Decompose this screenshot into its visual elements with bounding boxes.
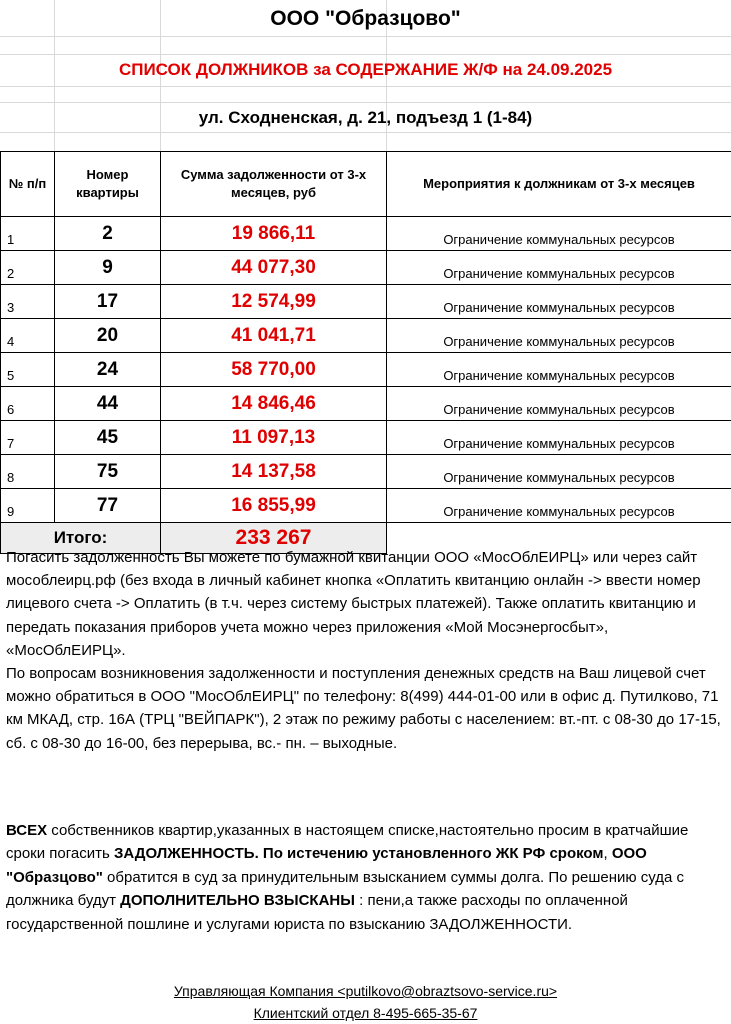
grid-line	[0, 36, 731, 37]
row-number: 7	[1, 421, 55, 455]
apartment-number: 45	[55, 421, 161, 455]
row-number: 3	[1, 285, 55, 319]
debt-measure: Ограничение коммунальных ресурсов	[387, 421, 731, 455]
warning-text: : пени,а также расходы по оплаченной государственной пошлине и услугами юриста по взысканию ЗАДОЛЖЕННОСТИ.	[6, 892, 628, 933]
column-header-number: № п/п	[1, 152, 55, 217]
total-value: 233 267	[161, 523, 387, 554]
management-company-contact: Управляющая Компания <putilkovo@obraztsovo-service.ru>	[173, 983, 558, 999]
debt-amount: 44 077,30	[161, 251, 387, 285]
debt-amount: 11 097,13	[161, 421, 387, 455]
table-row	[1, 489, 731, 523]
warning-emphasis: ООО "Образцово"	[6, 845, 647, 886]
building-address: ул. Сходненская, д. 21, подъезд 1 (1-84)	[198, 108, 533, 127]
debt-amount: 12 574,99	[161, 285, 387, 319]
debt-measure: Ограничение коммунальных ресурсов	[387, 217, 731, 251]
apartment-number: 24	[55, 353, 161, 387]
column-header-debt-sum: Сумма задолженности от 3-х месяцев, руб	[161, 152, 387, 217]
apartment-number: 17	[55, 285, 161, 319]
table-header-row	[1, 152, 731, 217]
warning-text: ,	[603, 845, 612, 863]
total-label: Итого:	[1, 523, 161, 554]
warning-emphasis: ЗАДОЛЖЕННОСТЬ.	[113, 845, 259, 863]
contact-info-paragraph: По вопросам возникновения задолженности и поступления денежных средств на Ваш лицевой счет можно обратиться в ООО "МосОблЕИРЦ" по телефону: 8(499) 444-01-00 или в офис д. Путилково, 71 км МКАД, стр. 16А (ТРЦ "ВЕЙПАРК"), 2 этаж по режиму работы с населением: вт.-пт. с 08-30 до 17-15, сб. с 08-30 до 16-00, без перерыва, вс.- пн. – выходные.	[6, 665, 721, 752]
company-title: ООО "Образцово"	[270, 7, 461, 30]
debtors-table	[0, 151, 731, 554]
debt-amount: 14 137,58	[161, 455, 387, 489]
debtors-list-title: СПИСОК ДОЛЖНИКОВ за СОДЕРЖАНИЕ Ж/Ф на 24.09.2025	[118, 60, 613, 79]
table-row	[1, 387, 731, 421]
payment-info-paragraph: Погасить задолженность Вы можете по бумажной квитанции ООО «МосОблЕИРЦ» или через сайт мособлеирц.рф (без входа в личный кабинет кнопка «Оплатить квитанцию онлайн -> ввести номер лицевого счета -> Оплатить (в т.ч. через систему быстрых платежей). Также оплатить квитанцию и передать показания приборов учета можно через приложения «Мой Мосэнергосбыт», «МосОблЕИРЦ».	[6, 549, 701, 659]
row-number: 8	[1, 455, 55, 489]
apartment-number: 9	[55, 251, 161, 285]
debt-amount: 41 041,71	[161, 319, 387, 353]
debt-measure: Ограничение коммунальных ресурсов	[387, 353, 731, 387]
warning-emphasis: По истечению установленного ЖК РФ сроком	[262, 845, 604, 863]
client-department-phone: Клиентский отдел 8-495-665-35-67	[253, 1005, 478, 1021]
payment-info	[6, 546, 726, 755]
apartment-number: 2	[55, 217, 161, 251]
row-number: 4	[1, 319, 55, 353]
row-number: 5	[1, 353, 55, 387]
table-row	[1, 285, 731, 319]
row-number: 1	[1, 217, 55, 251]
warning-text: собственников квартир,указанных в настоящем списке,настоятельно просим в кратчайшие сроки погасить	[6, 822, 689, 863]
apartment-number: 20	[55, 319, 161, 353]
table-row	[1, 353, 731, 387]
table-row	[1, 217, 731, 251]
debt-measure: Ограничение коммунальных ресурсов	[387, 251, 731, 285]
debt-measure: Ограничение коммунальных ресурсов	[387, 489, 731, 523]
grid-line	[0, 132, 731, 133]
grid-line	[0, 102, 731, 103]
table-row	[1, 421, 731, 455]
row-number: 2	[1, 251, 55, 285]
column-header-measures: Мероприятия к должникам от 3-х месяцев	[387, 152, 731, 217]
court-warning	[6, 819, 726, 936]
debt-measure: Ограничение коммунальных ресурсов	[387, 387, 731, 421]
debt-amount: 19 866,11	[161, 217, 387, 251]
warning-text: обратится в суд за принудительным взысканием суммы долга. По решению суда с должника будут	[6, 868, 685, 910]
table-row	[1, 251, 731, 285]
table-row	[1, 319, 731, 353]
debt-amount: 16 855,99	[161, 489, 387, 523]
row-number: 6	[1, 387, 55, 421]
apartment-number: 44	[55, 387, 161, 421]
debt-measure: Ограничение коммунальных ресурсов	[387, 285, 731, 319]
grid-line	[0, 86, 731, 87]
debt-amount: 14 846,46	[161, 387, 387, 421]
debt-amount: 58 770,00	[161, 353, 387, 387]
row-number: 9	[1, 489, 55, 523]
column-header-apartment: Номер квартиры	[55, 152, 161, 217]
apartment-number: 77	[55, 489, 161, 523]
debt-measure: Ограничение коммунальных ресурсов	[387, 455, 731, 489]
warning-emphasis: ВСЕХ	[6, 822, 48, 839]
apartment-number: 75	[55, 455, 161, 489]
debt-measure: Ограничение коммунальных ресурсов	[387, 319, 731, 353]
table-row	[1, 455, 731, 489]
warning-emphasis: ДОПОЛНИТЕЛЬНО ВЗЫСКАНЫ	[120, 892, 355, 910]
grid-line	[0, 54, 731, 55]
